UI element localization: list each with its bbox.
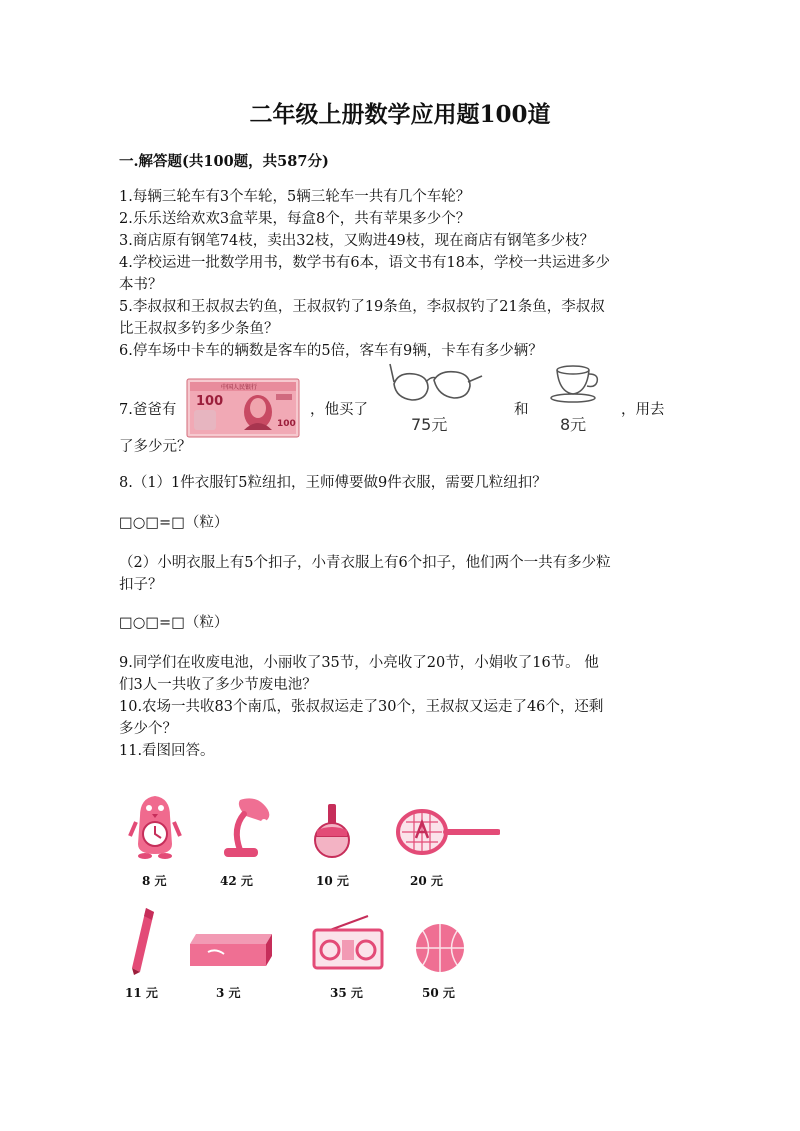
question-8-1: 8.（1）1件衣服钉5粒纽扣，王师傅要做9件衣服，需要几粒纽扣？ (119, 475, 547, 491)
question-9-line-2: 们3人一共收了多少节废电池？ (119, 677, 317, 693)
pen-icon (128, 906, 158, 976)
page-title: 二年级上册数学应用题100道 (249, 101, 551, 128)
pencil-box-icon (188, 932, 274, 970)
section-heading: 一.解答题(共100题，共587分) (119, 153, 329, 170)
question-2: 2.乐乐送给欢欢3盒苹果，每盒8个，共有苹果多少个？ (119, 211, 471, 227)
penguin-clock-icon (128, 794, 182, 860)
question-6: 6.停车场中卡车的辆数是客车的5倍，客车有9辆，卡车有多少辆？ (119, 343, 543, 359)
basketball-icon (414, 922, 466, 974)
question-4-line-1: 4.学校运进一批数学用书，数学书有6本，语文书有18本，学校一共运进多少 (119, 255, 611, 271)
question-9-line-1: 9.同学们在收废电池，小丽收了35节，小亮收了20节，小娟收了16节。 他 (119, 655, 599, 671)
tennis-racket-icon (396, 808, 500, 858)
price-label-4: 20 元 (410, 874, 443, 888)
radio-icon (312, 914, 384, 970)
glasses-icon (388, 358, 484, 408)
ping-pong-paddle-icon (313, 802, 351, 860)
price-label-7: 35 元 (330, 986, 363, 1000)
question-8-2-line-1: （2）小明衣服上有5个扣子，小青衣服上有6个扣子，他们两个一共有多少粒 (119, 555, 611, 571)
question-8-2-answer-blank: □○□=□（粒） (119, 615, 229, 631)
question-10-line-1: 10.农场一共收83个南瓜，张叔叔运走了30个，王叔叔又运走了46个，还剩 (119, 699, 604, 715)
question-11: 11.看图回答。 (119, 743, 215, 759)
desk-lamp-icon (218, 794, 274, 860)
question-7-part-1: 7.爸爸有 (119, 402, 177, 418)
question-8-2-line-2: 扣子？ (119, 577, 163, 593)
question-5-line-1: 5.李叔叔和王叔叔去钓鱼，王叔叔钓了19条鱼，李叔叔钓了21条鱼，李叔叔 (119, 299, 605, 315)
question-3: 3.商店原有钢笔74枝，卖出32枝，又购进49枝，现在商店有钢笔多少枝？ (119, 233, 595, 249)
banknote-value: 100 (196, 394, 224, 409)
price-label-5: 11 元 (125, 986, 158, 1000)
glasses-price: 75元 (411, 415, 448, 434)
price-label-1: 8 元 (142, 874, 167, 888)
price-label-6: 3 元 (216, 986, 241, 1000)
cup-price: 8元 (560, 415, 587, 434)
question-7-part-2: ，他买了 (310, 402, 368, 418)
question-4-line-2: 本书？ (119, 277, 163, 293)
question-7-part-4: ，用去 (621, 402, 665, 418)
question-10-line-2: 多少个？ (119, 721, 177, 737)
banknote-header: 中国人民银行 (221, 384, 258, 391)
question-7-part-5: 了多少元？ (119, 439, 192, 455)
question-5-line-2: 比王叔叔多钓多少条鱼？ (119, 321, 279, 337)
question-7-part-3: 和 (514, 402, 529, 418)
question-1: 1.每辆三轮车有3个车轮，5辆三轮车一共有几个车轮？ (119, 189, 471, 205)
svg-text:100: 100 (277, 419, 296, 429)
banknote-100-image (186, 378, 300, 438)
cup-icon (549, 362, 601, 406)
question-8-1-answer-blank: □○□=□（粒） (119, 515, 229, 531)
price-label-2: 42 元 (220, 874, 253, 888)
price-label-3: 10 元 (316, 874, 349, 888)
price-label-8: 50 元 (422, 986, 455, 1000)
